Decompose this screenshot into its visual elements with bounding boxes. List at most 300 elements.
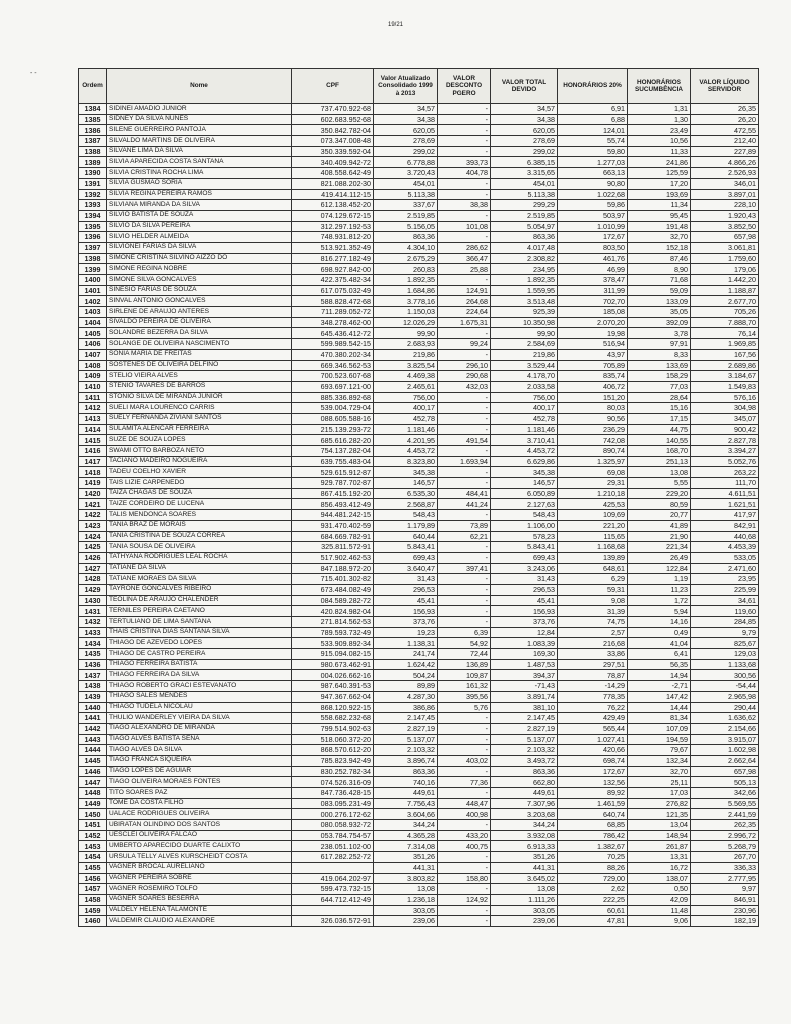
table-row <box>79 178 759 189</box>
cell-valor-total: 45,41 <box>491 595 558 606</box>
cell-honorarios-sucumbencia: 138,07 <box>628 873 691 884</box>
cell-valor-liquido: 212,40 <box>691 136 759 147</box>
cell-valor-total: 620,05 <box>491 125 558 136</box>
cell-valor-liquido: 346,01 <box>691 178 759 189</box>
cell-valor-desconto: - <box>438 574 491 585</box>
cell-honorarios-sucumbencia: 14,44 <box>628 702 691 713</box>
cell-cpf: 053.784.754-57 <box>292 830 374 841</box>
cell-valor-atualizado: 454,01 <box>374 178 438 189</box>
cell-ordem: 1443 <box>79 734 107 745</box>
cell-valor-liquido: 267,70 <box>691 852 759 863</box>
cell-honorarios-20: 59,80 <box>558 146 628 157</box>
cell-nome: TIAGO ALEXANDRO DE MIRANDA <box>107 723 292 734</box>
cell-ordem: 1437 <box>79 670 107 681</box>
table-row <box>79 638 759 649</box>
cell-valor-atualizado: 260,83 <box>374 264 438 275</box>
cell-ordem: 1411 <box>79 392 107 403</box>
cell-honorarios-sucumbencia: 13,31 <box>628 852 691 863</box>
cell-valor-desconto: 393,73 <box>438 157 491 168</box>
cell-honorarios-20: -14,29 <box>558 681 628 692</box>
cell-valor-liquido: 576,16 <box>691 392 759 403</box>
cell-ordem: 1405 <box>79 328 107 339</box>
table-row <box>79 713 759 724</box>
cell-valor-desconto: - <box>438 552 491 563</box>
cell-valor-liquido: 34,61 <box>691 595 759 606</box>
cell-valor-total: 344,24 <box>491 820 558 831</box>
cell-valor-total: 1.559,95 <box>491 285 558 296</box>
cell-valor-desconto: - <box>438 820 491 831</box>
cell-valor-liquido: 262,35 <box>691 820 759 831</box>
cell-valor-total: 863,36 <box>491 232 558 243</box>
cell-valor-total: 99,90 <box>491 328 558 339</box>
col-header-valor-atualizado: Valor Atualizado Consolidado 1999 à 2013 <box>374 69 438 104</box>
cell-valor-liquido: 657,98 <box>691 766 759 777</box>
cell-valor-total: 6.050,89 <box>491 488 558 499</box>
cell-valor-atualizado: 5.843,41 <box>374 542 438 553</box>
cell-ordem: 1403 <box>79 307 107 318</box>
cell-nome: SILVIO HELDER ALMEIDA <box>107 232 292 243</box>
cell-nome: SIMONE SILVA GONCALVES <box>107 275 292 286</box>
cell-valor-liquido: 2.441,59 <box>691 809 759 820</box>
cell-valor-desconto: 54,92 <box>438 638 491 649</box>
cell-ordem: 1400 <box>79 275 107 286</box>
table-row <box>79 852 759 863</box>
cell-cpf: 238.051.102-00 <box>292 841 374 852</box>
cell-honorarios-20: 185,08 <box>558 307 628 318</box>
table-row <box>79 830 759 841</box>
cell-valor-desconto: - <box>438 478 491 489</box>
cell-valor-total: 6.913,33 <box>491 841 558 852</box>
cell-nome: TIAGO ALVES DA SILVA <box>107 745 292 756</box>
cell-valor-desconto: - <box>438 210 491 221</box>
cell-ordem: 1414 <box>79 424 107 435</box>
cell-honorarios-20: 778,35 <box>558 691 628 702</box>
cell-valor-total: 299,29 <box>491 200 558 211</box>
cell-nome: VAGNER ROSEMIRO TOLFO <box>107 884 292 895</box>
cell-valor-total: 2.827,19 <box>491 723 558 734</box>
cell-nome: THAIS CRISTINA DIAS SANTANA SILVA <box>107 627 292 638</box>
cell-cpf: 685.616.282-20 <box>292 435 374 446</box>
cell-cpf: 588.828.472-68 <box>292 296 374 307</box>
table-row <box>79 114 759 125</box>
cell-valor-total: 2.033,58 <box>491 381 558 392</box>
cell-honorarios-sucumbencia: 1,31 <box>628 104 691 115</box>
cell-honorarios-20: 1.461,59 <box>558 798 628 809</box>
table-row <box>79 446 759 457</box>
cell-honorarios-20: 565,44 <box>558 723 628 734</box>
table-row <box>79 606 759 617</box>
cell-ordem: 1441 <box>79 713 107 724</box>
cell-ordem: 1425 <box>79 542 107 553</box>
cell-honorarios-sucumbencia: 261,87 <box>628 841 691 852</box>
cell-honorarios-20: 705,89 <box>558 360 628 371</box>
cell-valor-liquido: 182,19 <box>691 916 759 927</box>
cell-honorarios-20: 31,39 <box>558 606 628 617</box>
cell-nome: SILVIA REGINA PEREIRA RAMOS <box>107 189 292 200</box>
cell-honorarios-20: 1.027,41 <box>558 734 628 745</box>
table-row <box>79 456 759 467</box>
table-row <box>79 584 759 595</box>
table-row <box>79 349 759 360</box>
cell-cpf: 639.755.483-04 <box>292 456 374 467</box>
cell-cpf: 711.289.052-72 <box>292 307 374 318</box>
table-row <box>79 360 759 371</box>
cell-nome: TEOLINA DE ARAUJO CHALENDER <box>107 595 292 606</box>
cell-honorarios-sucumbencia: 25,11 <box>628 777 691 788</box>
cell-valor-atualizado: 452,78 <box>374 413 438 424</box>
cell-honorarios-20: 1.325,97 <box>558 456 628 467</box>
cell-ordem: 1398 <box>79 253 107 264</box>
cell-valor-atualizado: 99,90 <box>374 328 438 339</box>
table-row <box>79 820 759 831</box>
cell-valor-desconto: - <box>438 595 491 606</box>
cell-ordem: 1436 <box>79 659 107 670</box>
cell-valor-atualizado: 8.323,80 <box>374 456 438 467</box>
cell-valor-liquido: 2.677,70 <box>691 296 759 307</box>
cell-honorarios-20: 124,01 <box>558 125 628 136</box>
cell-ordem: 1427 <box>79 563 107 574</box>
cell-valor-liquido: 1.188,87 <box>691 285 759 296</box>
cell-nome: STELIO VIEIRA ALVES <box>107 371 292 382</box>
cell-cpf: 847.736.428-15 <box>292 788 374 799</box>
cell-valor-liquido: 4.611,51 <box>691 488 759 499</box>
cell-cpf: 700.523.607-68 <box>292 371 374 382</box>
cell-nome: STONIO SILVA DE MIRANDA JUNIOR <box>107 392 292 403</box>
cell-honorarios-sucumbencia: 26,49 <box>628 552 691 563</box>
cell-honorarios-sucumbencia: 80,59 <box>628 499 691 510</box>
cell-valor-atualizado: 351,26 <box>374 852 438 863</box>
cell-valor-atualizado: 2.519,85 <box>374 210 438 221</box>
table-row <box>79 168 759 179</box>
cell-valor-desconto: 72,44 <box>438 649 491 660</box>
cell-valor-total: 441,31 <box>491 862 558 873</box>
cell-ordem: 1404 <box>79 317 107 328</box>
cell-honorarios-20: 76,22 <box>558 702 628 713</box>
cell-nome: SINVAL ANTONIO GONCALVES <box>107 296 292 307</box>
table-row <box>79 499 759 510</box>
cell-nome: TADEU COELHO XAVIER <box>107 467 292 478</box>
cell-honorarios-20: 648,61 <box>558 563 628 574</box>
table-row <box>79 136 759 147</box>
cell-honorarios-sucumbencia: 8,33 <box>628 349 691 360</box>
cell-honorarios-20: 1.022,68 <box>558 189 628 200</box>
cell-nome: THIAGO FERREIRA BATISTA <box>107 659 292 670</box>
cell-valor-atualizado: 146,57 <box>374 478 438 489</box>
cell-valor-liquido: 263,22 <box>691 467 759 478</box>
cell-cpf: 073.347.008-48 <box>292 136 374 147</box>
cell-valor-atualizado: 3.896,74 <box>374 755 438 766</box>
cell-valor-total: 5.113,38 <box>491 189 558 200</box>
cell-honorarios-20: 88,26 <box>558 862 628 873</box>
cell-valor-atualizado: 296,53 <box>374 584 438 595</box>
cell-honorarios-20: 89,92 <box>558 788 628 799</box>
cell-valor-atualizado: 6.778,88 <box>374 157 438 168</box>
cell-honorarios-sucumbencia: 71,68 <box>628 275 691 286</box>
cell-valor-atualizado: 449,61 <box>374 788 438 799</box>
cell-honorarios-sucumbencia: 5,94 <box>628 606 691 617</box>
cell-honorarios-sucumbencia: 276,82 <box>628 798 691 809</box>
cell-valor-liquido: 2.777,95 <box>691 873 759 884</box>
cell-honorarios-sucumbencia: 3,78 <box>628 328 691 339</box>
table-row <box>79 317 759 328</box>
cell-valor-atualizado: 19,23 <box>374 627 438 638</box>
cell-cpf: 669.346.562-53 <box>292 360 374 371</box>
cell-valor-atualizado: 1.138,31 <box>374 638 438 649</box>
cell-valor-atualizado: 3.825,54 <box>374 360 438 371</box>
table-row <box>79 339 759 350</box>
table-row <box>79 371 759 382</box>
table-row <box>79 734 759 745</box>
cell-valor-total: 351,26 <box>491 852 558 863</box>
cell-honorarios-sucumbencia: 11,23 <box>628 584 691 595</box>
cell-nome: SOSTENES DE OLIVEIRA DELFINO <box>107 360 292 371</box>
table-row <box>79 210 759 221</box>
col-header-valor-desconto: VALOR DESCONTO PGERO <box>438 69 491 104</box>
cell-valor-desconto: - <box>438 788 491 799</box>
cell-valor-atualizado: 156,93 <box>374 606 438 617</box>
cell-honorarios-sucumbencia: 191,48 <box>628 221 691 232</box>
cell-valor-desconto: - <box>438 713 491 724</box>
cell-nome: SILVIO BATISTA DE SOUZA <box>107 210 292 221</box>
cell-cpf: 821.088.202-30 <box>292 178 374 189</box>
cell-nome: SUZE DE SOUZA LOPES <box>107 435 292 446</box>
table-row <box>79 531 759 542</box>
cell-honorarios-sucumbencia: 32,70 <box>628 232 691 243</box>
cell-cpf: 684.669.782-91 <box>292 531 374 542</box>
cell-cpf: 847.188.972-20 <box>292 563 374 574</box>
cell-valor-liquido: 2.471,60 <box>691 563 759 574</box>
cell-valor-liquido: 167,56 <box>691 349 759 360</box>
cell-honorarios-20: 33,86 <box>558 649 628 660</box>
cell-valor-liquido: 304,98 <box>691 403 759 414</box>
cell-valor-desconto: - <box>438 916 491 927</box>
col-header-honorarios-sucumbencia: HONORÁRIOS SUCUMBÊNCIA <box>628 69 691 104</box>
cell-valor-atualizado: 4.469,38 <box>374 371 438 382</box>
table-row <box>79 253 759 264</box>
cell-valor-desconto: - <box>438 905 491 916</box>
cell-valor-total: 10.350,98 <box>491 317 558 328</box>
cell-cpf: 599.473.732-15 <box>292 884 374 895</box>
col-header-nome: Nome <box>107 69 292 104</box>
cell-valor-atualizado: 3.720,43 <box>374 168 438 179</box>
cell-valor-atualizado: 7.756,43 <box>374 798 438 809</box>
cell-valor-total: 345,38 <box>491 467 558 478</box>
table-row <box>79 755 759 766</box>
cell-honorarios-20: 29,31 <box>558 478 628 489</box>
cell-valor-desconto: - <box>438 189 491 200</box>
cell-cpf: 868.570.612-20 <box>292 745 374 756</box>
cell-honorarios-sucumbencia: 9,06 <box>628 916 691 927</box>
cell-valor-desconto: - <box>438 232 491 243</box>
cell-valor-atualizado: 1.236,18 <box>374 894 438 905</box>
cell-honorarios-sucumbencia: 13,08 <box>628 467 691 478</box>
cell-valor-desconto: 433,20 <box>438 830 491 841</box>
cell-valor-atualizado: 4.201,95 <box>374 435 438 446</box>
cell-valor-desconto: - <box>438 178 491 189</box>
cell-honorarios-sucumbencia: 28,64 <box>628 392 691 403</box>
table-row <box>79 627 759 638</box>
cell-valor-atualizado: 45,41 <box>374 595 438 606</box>
table-row <box>79 873 759 884</box>
cell-honorarios-20: 70,25 <box>558 852 628 863</box>
cell-valor-total: 3.891,74 <box>491 691 558 702</box>
cell-honorarios-20: 1.168,68 <box>558 542 628 553</box>
cell-nome: SIDINEI AMADIO JUNIOR <box>107 104 292 115</box>
table-row <box>79 189 759 200</box>
cell-valor-total: 548,43 <box>491 510 558 521</box>
cell-ordem: 1397 <box>79 242 107 253</box>
cell-ordem: 1395 <box>79 221 107 232</box>
cell-honorarios-sucumbencia: 6,41 <box>628 649 691 660</box>
cell-honorarios-sucumbencia: 79,67 <box>628 745 691 756</box>
cell-valor-total: 3.493,72 <box>491 755 558 766</box>
cell-valor-atualizado: 699,43 <box>374 552 438 563</box>
cell-valor-liquido: 336,33 <box>691 862 759 873</box>
cell-valor-liquido: 1.759,60 <box>691 253 759 264</box>
cell-valor-liquido: 417,97 <box>691 510 759 521</box>
cell-honorarios-sucumbencia: 35,05 <box>628 307 691 318</box>
cell-valor-desconto: 395,56 <box>438 691 491 702</box>
cell-nome: TATHYANA RODRIGUES LEAL ROCHA <box>107 552 292 563</box>
cell-cpf: 748.931.812-20 <box>292 232 374 243</box>
cell-nome: SOLANGE DE OLIVEIRA NASCIMENTO <box>107 339 292 350</box>
cell-cpf: 599.989.542-15 <box>292 339 374 350</box>
cell-cpf: 529.615.912-87 <box>292 467 374 478</box>
cell-valor-atualizado: 337,67 <box>374 200 438 211</box>
cell-valor-desconto: 25,88 <box>438 264 491 275</box>
cell-valor-liquido: 5.268,79 <box>691 841 759 852</box>
cell-valor-liquido: 842,91 <box>691 520 759 531</box>
table-row <box>79 275 759 286</box>
cell-valor-desconto: 77,36 <box>438 777 491 788</box>
cell-cpf: 789.593.732-49 <box>292 627 374 638</box>
cell-valor-total: 3.203,68 <box>491 809 558 820</box>
cell-nome: SINESIO FARIAS DE SOUZA <box>107 285 292 296</box>
cell-valor-atualizado: 756,00 <box>374 392 438 403</box>
table-row <box>79 392 759 403</box>
cell-honorarios-sucumbencia: 0,50 <box>628 884 691 895</box>
cell-valor-atualizado: 1.892,35 <box>374 275 438 286</box>
cell-valor-atualizado: 31,43 <box>374 574 438 585</box>
cell-valor-total: 146,57 <box>491 478 558 489</box>
cell-valor-total: 3.932,08 <box>491 830 558 841</box>
cell-valor-atualizado: 7.314,08 <box>374 841 438 852</box>
cell-valor-desconto: 296,10 <box>438 360 491 371</box>
cell-valor-atualizado: 1.179,89 <box>374 520 438 531</box>
cell-ordem: 1401 <box>79 285 107 296</box>
cell-nome: VAGNER SOARES BESERRA <box>107 894 292 905</box>
cell-honorarios-sucumbencia: 17,20 <box>628 178 691 189</box>
cell-valor-atualizado: 34,38 <box>374 114 438 125</box>
cell-valor-atualizado: 4.365,28 <box>374 830 438 841</box>
cell-honorarios-20: 6,88 <box>558 114 628 125</box>
cell-ordem: 1456 <box>79 873 107 884</box>
cell-valor-desconto: 224,64 <box>438 307 491 318</box>
cell-ordem: 1440 <box>79 702 107 713</box>
cell-valor-total: 34,57 <box>491 104 558 115</box>
cell-cpf: 348.278.462-00 <box>292 317 374 328</box>
cell-cpf: 915.094.082-15 <box>292 649 374 660</box>
cell-nome: TIAGO ALVES BATISTA SENA <box>107 734 292 745</box>
cell-valor-atualizado: 241,74 <box>374 649 438 660</box>
cell-nome: TANIA CRISTINA DE SOUZA CORREA <box>107 531 292 542</box>
cell-ordem: 1409 <box>79 371 107 382</box>
cell-cpf: 088.605.588-16 <box>292 413 374 424</box>
cell-cpf: 470.380.202-34 <box>292 349 374 360</box>
cell-valor-liquido: 2.965,98 <box>691 691 759 702</box>
cell-valor-desconto: 136,89 <box>438 659 491 670</box>
cell-valor-desconto: 1.693,94 <box>438 456 491 467</box>
table-header-row <box>79 69 759 104</box>
cell-honorarios-20: 1.210,18 <box>558 488 628 499</box>
cell-honorarios-sucumbencia: 15,16 <box>628 403 691 414</box>
cell-valor-total: -71,43 <box>491 681 558 692</box>
cell-honorarios-sucumbencia: 81,34 <box>628 713 691 724</box>
cell-nome: TIAGO FRANCA SIQUEIRA <box>107 755 292 766</box>
cell-valor-atualizado: 3.778,16 <box>374 296 438 307</box>
cell-nome: SWAMI OTTO BARBOZA NETO <box>107 446 292 457</box>
cell-valor-atualizado: 504,24 <box>374 670 438 681</box>
cell-nome: SILVIO DA SILVA PEREIRA <box>107 221 292 232</box>
cell-valor-total: 1.487,53 <box>491 659 558 670</box>
cell-valor-atualizado: 1.181,46 <box>374 424 438 435</box>
cell-honorarios-20: 55,74 <box>558 136 628 147</box>
col-header-valor-total: VALOR TOTAL DEVIDO <box>491 69 558 104</box>
cell-honorarios-sucumbencia: 132,34 <box>628 755 691 766</box>
cell-valor-total: 5.137,07 <box>491 734 558 745</box>
cell-valor-desconto: - <box>438 392 491 403</box>
cell-valor-desconto: - <box>438 146 491 157</box>
cell-valor-desconto: - <box>438 542 491 553</box>
cell-honorarios-sucumbencia: 97,91 <box>628 339 691 350</box>
cell-valor-atualizado: 2.683,93 <box>374 339 438 350</box>
cell-cpf: 518.060.372-20 <box>292 734 374 745</box>
cell-valor-desconto: - <box>438 424 491 435</box>
cell-nome: THIAGO DE CASTRO PEREIRA <box>107 649 292 660</box>
cell-valor-atualizado: 2.675,29 <box>374 253 438 264</box>
cell-honorarios-sucumbencia: 16,72 <box>628 862 691 873</box>
cell-nome: SILVIA GUSMAO SORIA <box>107 178 292 189</box>
cell-valor-desconto: 491,54 <box>438 435 491 446</box>
table-row <box>79 424 759 435</box>
cell-valor-atualizado: 299,02 <box>374 146 438 157</box>
table-row <box>79 478 759 489</box>
cell-honorarios-20: 90,80 <box>558 178 628 189</box>
cell-valor-total: 34,38 <box>491 114 558 125</box>
cell-valor-atualizado: 12.026,29 <box>374 317 438 328</box>
cell-valor-total: 156,93 <box>491 606 558 617</box>
cell-cpf: 856.493.412-49 <box>292 499 374 510</box>
cell-nome: SILENE GUERREIRO PANTOJA <box>107 125 292 136</box>
cell-valor-desconto: - <box>438 413 491 424</box>
cell-valor-liquido: 3.915,07 <box>691 734 759 745</box>
cell-valor-total: 373,76 <box>491 617 558 628</box>
cell-honorarios-sucumbencia: -2,71 <box>628 681 691 692</box>
cell-valor-total: 394,37 <box>491 670 558 681</box>
cell-valor-total: 3.513,48 <box>491 296 558 307</box>
cell-valor-desconto: 404,78 <box>438 168 491 179</box>
cell-valor-atualizado: 278,69 <box>374 136 438 147</box>
table-row <box>79 691 759 702</box>
table-row <box>79 552 759 563</box>
cell-ordem: 1444 <box>79 745 107 756</box>
cell-valor-liquido: 5.052,76 <box>691 456 759 467</box>
cell-ordem: 1391 <box>79 178 107 189</box>
table-row <box>79 381 759 392</box>
cell-ordem: 1413 <box>79 413 107 424</box>
cell-valor-total: 578,23 <box>491 531 558 542</box>
cell-ordem: 1431 <box>79 606 107 617</box>
